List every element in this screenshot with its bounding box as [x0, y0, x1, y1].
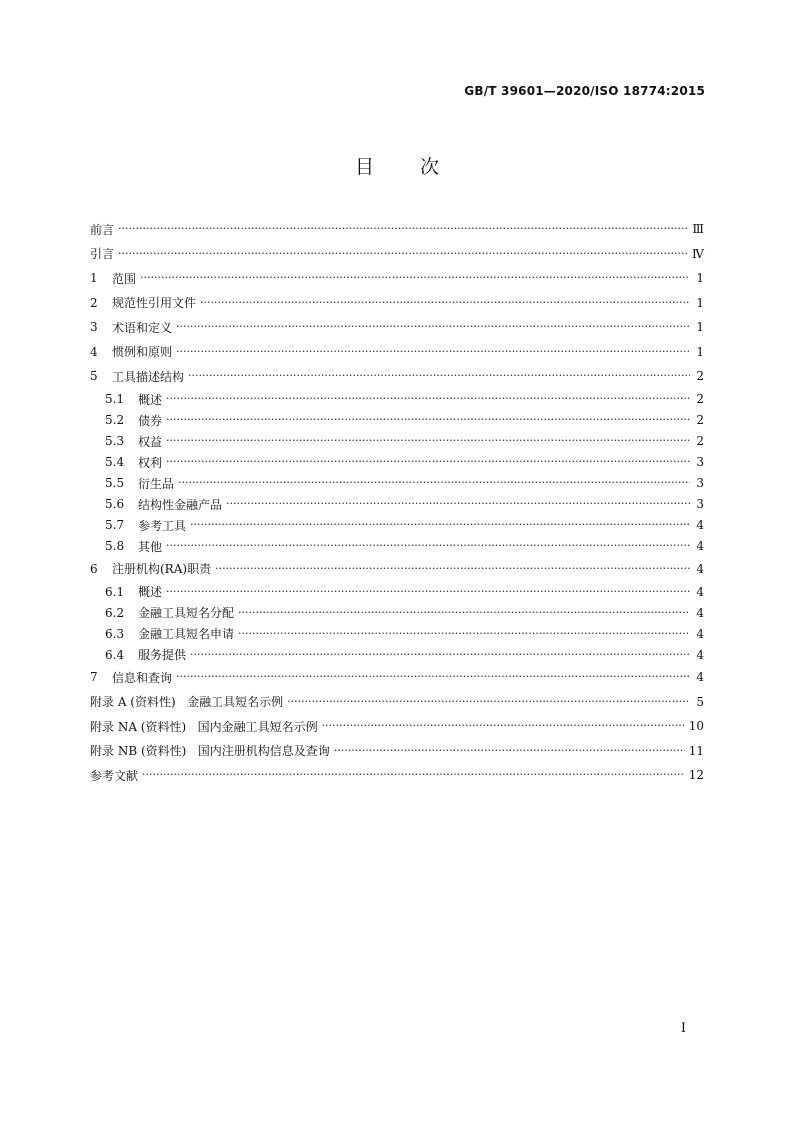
toc-num: 1: [90, 271, 98, 286]
toc-entry-references[interactable]: [90, 763, 704, 788]
toc-label: 术语和定义: [112, 320, 173, 335]
toc-label: 参考工具: [138, 518, 187, 533]
toc-label: 信息和查询: [112, 670, 173, 685]
toc-entry-3[interactable]: [90, 315, 704, 340]
toc-leader: [140, 272, 690, 284]
toc-label: 衍生品: [138, 476, 175, 491]
toc-leader: [176, 671, 690, 683]
toc-leader: [287, 696, 690, 708]
toc-entry-5-5[interactable]: [90, 473, 704, 494]
toc-page: 11: [688, 743, 704, 758]
toc-num: 5.1: [105, 392, 125, 406]
toc-entry-annex-a[interactable]: [90, 690, 704, 715]
toc-page: 3: [696, 497, 704, 511]
toc-label: 注册机构(RA)职责: [112, 562, 212, 577]
toc-label: 概述: [138, 585, 163, 599]
toc-leader: [238, 628, 690, 640]
toc-leader: [238, 607, 690, 619]
toc-entry-5-4[interactable]: [90, 452, 704, 473]
toc-entry-5[interactable]: [90, 364, 704, 389]
toc-page: 2: [696, 434, 704, 448]
toc-entry-annex-nb[interactable]: [90, 739, 704, 764]
toc-num: 2: [90, 295, 98, 310]
table-of-contents: [90, 217, 704, 788]
toc-leader: [188, 370, 690, 382]
toc-label: 金融工具短名分配: [138, 606, 235, 620]
toc-leader: [166, 456, 690, 468]
toc-num: 5.4: [105, 455, 125, 469]
toc-entry-6[interactable]: [90, 557, 704, 582]
toc-leader: [334, 745, 685, 757]
toc-label: 概述: [138, 392, 163, 407]
toc-entry-5-3[interactable]: [90, 431, 704, 452]
toc-entry-4[interactable]: [90, 340, 704, 365]
toc-page: 10: [688, 719, 704, 734]
toc-leader: [118, 248, 688, 260]
page-title: [0, 152, 794, 179]
toc-entry-preface[interactable]: [90, 217, 704, 242]
toc-leader: [190, 519, 690, 531]
toc-label: 结构性金融产品: [138, 497, 223, 512]
toc-page: 3: [696, 476, 704, 490]
toc-label: 工具描述结构: [112, 369, 185, 384]
toc-label: 附录 NA (资料性) 国内金融工具短名示例: [90, 719, 318, 734]
toc-label: 规范性引用文件: [112, 296, 197, 311]
toc-entry-6-1[interactable]: [90, 581, 704, 602]
toc-num: 6.4: [105, 647, 125, 662]
toc-page: 4: [696, 561, 704, 576]
toc-leader: [166, 586, 690, 598]
toc-leader: [176, 346, 690, 358]
toc-label: 其他: [138, 539, 163, 554]
toc-page: 1: [696, 295, 704, 310]
toc-label: 附录 A (资料性) 金融工具短名示例: [90, 695, 284, 710]
toc-leader: [190, 649, 690, 661]
toc-label: 债券: [138, 413, 163, 428]
toc-leader: [322, 720, 685, 732]
toc-leader: [178, 477, 690, 489]
toc-label: 权利: [138, 455, 163, 470]
toc-num: 5.5: [105, 476, 125, 490]
toc-page: 4: [696, 584, 704, 599]
toc-label: 惯例和原则: [112, 345, 173, 360]
toc-label: 附录 NB (资料性) 国内注册机构信息及查询: [90, 744, 330, 759]
toc-num: 5.7: [105, 518, 125, 532]
toc-num: 6: [90, 561, 98, 576]
toc-num: 6.3: [105, 626, 125, 641]
toc-label: 引言: [90, 247, 115, 262]
toc-leader: [166, 435, 690, 447]
toc-label: 范围: [112, 271, 137, 286]
toc-page: 1: [696, 320, 704, 335]
toc-num: 5.3: [105, 434, 125, 448]
toc-entry-5-7[interactable]: [90, 515, 704, 536]
toc-leader: [166, 540, 690, 552]
toc-entry-5-1[interactable]: [90, 389, 704, 410]
toc-num: 4: [90, 344, 98, 359]
toc-entry-7[interactable]: [90, 665, 704, 690]
toc-entry-5-6[interactable]: [90, 494, 704, 515]
toc-leader: [118, 223, 688, 235]
toc-page: 1: [696, 344, 704, 359]
page-number: I: [680, 1021, 686, 1036]
toc-leader: [215, 563, 690, 575]
toc-label: 权益: [138, 434, 163, 449]
toc-num: 7: [90, 670, 98, 685]
toc-entry-6-4[interactable]: [90, 644, 704, 665]
toc-page: 4: [696, 626, 704, 641]
toc-num: 5.2: [105, 413, 125, 427]
toc-leader: [226, 498, 690, 510]
toc-page: 2: [696, 392, 704, 406]
toc-num: 3: [90, 320, 98, 335]
toc-page: 4: [696, 647, 704, 662]
toc-leader: [200, 297, 690, 309]
toc-entry-annex-na[interactable]: [90, 714, 704, 739]
toc-leader: [176, 321, 690, 333]
toc-entry-6-3[interactable]: [90, 623, 704, 644]
title-char-1: 目: [354, 156, 374, 178]
toc-entry-5-2[interactable]: [90, 410, 704, 431]
title-char-2: 次: [420, 156, 440, 178]
toc-label: 前言: [90, 222, 115, 237]
toc-page: 4: [696, 605, 704, 620]
toc-num: 6.2: [105, 605, 125, 620]
toc-entry-1[interactable]: [90, 266, 704, 291]
toc-entry-5-8[interactable]: [90, 536, 704, 557]
toc-leader: [166, 393, 690, 405]
toc-page: 2: [696, 369, 704, 384]
standard-code-header: GB/T 39601—2020/ISO 18774:2015: [464, 84, 705, 98]
toc-entry-intro[interactable]: [90, 242, 704, 267]
toc-page: 3: [696, 455, 704, 469]
toc-entry-2[interactable]: [90, 291, 704, 316]
toc-page: 4: [696, 670, 704, 685]
toc-leader: [166, 414, 690, 426]
toc-label: 参考文献: [90, 768, 139, 783]
toc-label: 金融工具短名申请: [138, 627, 235, 641]
toc-page: 2: [696, 413, 704, 427]
toc-leader: [142, 769, 685, 781]
toc-page: 4: [696, 539, 704, 553]
toc-num: 5.8: [105, 539, 125, 553]
toc-page: 12: [688, 768, 704, 783]
toc-page: 5: [696, 694, 704, 709]
toc-num: 5.6: [105, 497, 125, 511]
toc-page: 1: [696, 271, 704, 286]
toc-page: Ⅲ: [692, 222, 704, 237]
toc-page: 4: [696, 518, 704, 532]
toc-page: Ⅳ: [692, 246, 704, 261]
toc-label: 服务提供: [138, 648, 187, 662]
toc-entry-6-2[interactable]: [90, 602, 704, 623]
toc-num: 6.1: [105, 584, 125, 599]
toc-num: 5: [90, 369, 98, 384]
